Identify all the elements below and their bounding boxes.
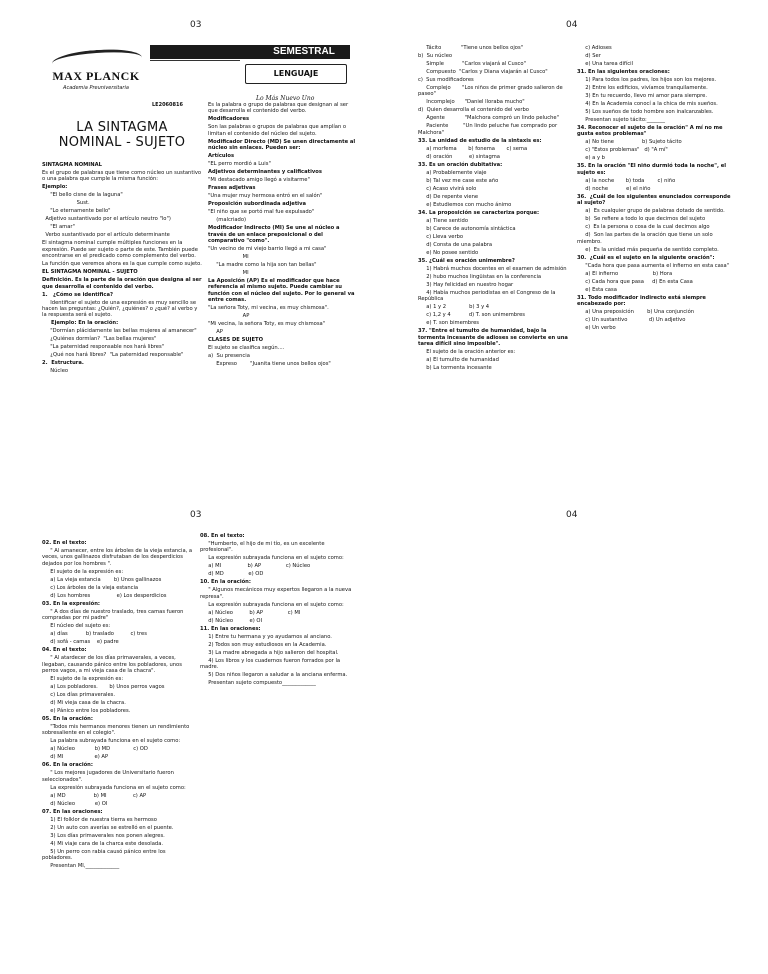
col2-line: Proposición subordinada adjetiva	[208, 201, 306, 208]
col2-line: "La madre como la hija son tan bellas"	[208, 262, 317, 269]
col1-line: "El bello cisne de la laguna"	[42, 192, 123, 199]
col2-line: Expreso "Juanita tiene unos bellos ojos"	[208, 361, 331, 368]
col2-line: "Mi destacado amigo llegó a visitarme"	[208, 177, 310, 184]
col6-line: "Humberto, el hijo de mi tío, es un excelente profesional".	[200, 541, 327, 554]
col6-line: 5) Dos niños llegaron a saludar a la anciana enferma.	[200, 672, 348, 679]
col4-line: 5) Los sueños de todo hombre son inalcanzables.	[577, 109, 714, 115]
col1-line: Núcleo	[42, 368, 69, 375]
col6-line: La expresión subrayada funciona en el sujeto como:	[200, 555, 344, 562]
col6-line: a) MI b) AP c) Núcleo	[200, 563, 311, 570]
column-6	[200, 533, 356, 688]
col5-line: Presentan MI,_____________	[42, 863, 120, 870]
academy-logo	[46, 45, 146, 97]
col4-line: 30. ¿Cuál es el sujeto en la siguiente oración":	[577, 254, 715, 261]
col2-line: Modificador Indirecto (MI) Se une al núcleo a través de un enlace preposicional o del comparativo "como".	[208, 225, 342, 245]
col5-line: 04. En el texto:	[42, 647, 87, 654]
subject-label: LENGUAJE	[245, 64, 347, 84]
col1-line: "La paternidad responsable nos hará libres"	[42, 344, 165, 351]
col5-line: d) MI e) AP	[42, 754, 109, 761]
col3-line: Agente "Malchora compró un lindo peluche"	[418, 115, 559, 122]
col5-line: a) Núcleo b) MD c) OD	[42, 746, 148, 753]
col2-line: "Una mujer muy hermosa entró en el salón"	[208, 193, 323, 200]
col5-line: d) Los hombres e) Los desperdicios	[42, 592, 167, 599]
col5-line: " A dos días de nuestro traslado, tres camas fueron compradas por mi padre"	[42, 608, 186, 622]
col5-line: a) MD b) MI c) AP	[42, 792, 147, 799]
col3-line: b) Carece de autonomía sintáctica	[418, 225, 516, 232]
col1-line: Ejemplo:	[42, 184, 68, 191]
col6-line: 10. En la oración:	[200, 579, 251, 586]
col1-line: Adjetivo sustantivado por el artículo neutro "lo")	[42, 216, 171, 223]
col2-line: Son las palabras o grupos de palabras que amplían o limitan el contenido del núcleo del sujeto.	[208, 124, 348, 137]
col5-line: La palabra subrayada funciona en el sujeto como:	[42, 738, 181, 745]
col2-line: Modificador Directo (MD) Se unen directamente al núcleo sin enlaces. Pueden ser:	[208, 138, 357, 152]
col4-line: d) Ser	[577, 53, 601, 59]
col4-line: 35. En la oración "El niño durmió toda la noche", el sujeto es:	[577, 163, 728, 176]
col1-line: La función que veremos ahora es la que cumple como sujeto.	[42, 261, 202, 268]
col5-line: 1) El folklor de nuestra tierra es hermoso	[42, 816, 157, 823]
col4-line: 36. ¿Cuál de los siguientes enunciados corresponde al sujeto?	[577, 193, 733, 207]
col2-line: AP	[208, 313, 250, 320]
col4-line: 1) Para todos los padres, los hijos son los mejores.	[577, 77, 717, 83]
col5-line: 06. En la oración:	[42, 762, 93, 769]
col3-line: 3) Hay felicidad en nuestro hogar	[418, 281, 514, 288]
col3-line: Paciente "Un lindo peluche fue comprado por Malchora"	[418, 123, 559, 136]
col3-line: a) El tumulto de humanidad	[418, 357, 499, 364]
col6-line: 11. En las oraciones:	[200, 625, 261, 632]
col5-line: El sujeto de la expresión es:	[42, 568, 124, 575]
col5-line: d) Mi vieja casa de la chacra.	[42, 700, 126, 707]
col5-line: c) Los días primaverales.	[42, 692, 116, 699]
col3-line: El sujeto de la oración anterior es:	[418, 349, 516, 356]
col4-line: c) Cada hora que pasa d) En esta Casa	[577, 278, 693, 285]
col6-line: 08. En el texto:	[200, 533, 245, 539]
col1-line: Identificar el sujeto de una expresión es muy sencillo se hacen las preguntas: ¿Quién?, ¿quiénes? o ¿qué? al verbo y la respuesta será el sujeto.	[42, 299, 200, 319]
col2-line: MI	[208, 254, 249, 261]
col1-line: "El amar"	[42, 224, 75, 231]
col6-line: Presentan sujeto compuesto_____________	[200, 680, 316, 687]
col4-line: a) Una preposición b) Una conjunción	[577, 309, 695, 316]
col6-line: 3) La madre abnegada a hijo salieron del hospital.	[200, 649, 339, 656]
col4-line: a) El infierno b) Hora	[577, 270, 673, 277]
column-4	[577, 45, 733, 333]
page-number-bottom-right: 04	[566, 510, 578, 520]
col4-line: c) Es la persona o cosa de la cual decimos algo	[577, 224, 710, 231]
col5-line: a) La vieja estancia b) Unos gallinazos	[42, 576, 162, 583]
col2-line: MI	[208, 270, 249, 277]
col5-line: 3) Los días primaverales nos ponen alegres.	[42, 832, 165, 839]
col2-line: El sujeto se clasifica según....	[208, 345, 285, 352]
col1-line: Verbo sustantivado por el artículo determinante	[42, 232, 170, 239]
col2-line: Artículos	[208, 153, 235, 160]
col4-line: 4) En la Academia conocí a la chica de mis sueños.	[577, 101, 718, 107]
col2-line: "El niño que se portó mal fue expulsado"	[208, 209, 315, 216]
col1-line: SINTAGMA NOMINAL	[42, 162, 102, 168]
col5-line: " Los mejores jugadores de Universitario fueron seleccionados".	[42, 770, 176, 783]
col4-line: 31. En las siguientes oraciones:	[577, 69, 670, 75]
col6-line: d) Núcleo e) OI	[200, 617, 263, 624]
col5-line: a) días b) traslado c) tres	[42, 631, 147, 638]
col3-line: 35. ¿Cuál es oración unimembre?	[418, 257, 515, 264]
col3-line: c) Sus modificadores	[418, 77, 474, 83]
col3-line: 2) hubo muchos lingüistas en la conferencia	[418, 273, 542, 280]
col4-line: e) Una tarea difícil	[577, 61, 634, 67]
col4-line: c) Un sustantivo d) Un adjetivo	[577, 317, 686, 324]
column-2	[208, 102, 356, 369]
col2-line: Modificadores	[208, 116, 250, 123]
col1-line: Es el grupo de palabras que tiene como núcleo un sustantivo o una palabra que cumple la misma función:	[42, 170, 203, 183]
col3-line: d) Consta de una palabra	[418, 241, 493, 248]
col6-line: " Algunos mecánicos muy expertos llegaron a la nueva represa".	[200, 587, 353, 600]
col5-line: 2) Un auto con averías se estrelló en el puente.	[42, 824, 174, 831]
col5-line: e) Pánico entre los pobladores.	[42, 708, 131, 715]
col3-line: e) T. son bimembres	[418, 320, 480, 327]
col3-line: 33. La unidad de estudio de la sintaxis es:	[418, 137, 542, 144]
col6-line: La expresión subrayada funciona en el sujeto como:	[200, 601, 344, 608]
col6-line: 1) Entre tu hermana y yo ayudamos al anciano.	[200, 633, 332, 640]
col4-line: d) noche e) el niño	[577, 185, 651, 192]
col3-line: b) Tal vez me case este año	[418, 177, 499, 184]
col5-line: a) Los pobladores. b) Unos perros vagos	[42, 684, 165, 691]
col6-line: d) MD e) OD	[200, 571, 264, 578]
col5-line: 07. En las oraciones:	[42, 808, 103, 815]
col4-line: e) Un verbo	[577, 325, 616, 332]
col5-line: 03. En la expresión:	[42, 600, 100, 607]
col1-line: ¿Quiénes dormían? "Las bellas mujeres"	[42, 336, 157, 343]
col3-line: d) De repente viene	[418, 193, 479, 200]
col5-line: " Al atardecer de los días primaverales, a veces, llegaban, causando pánico entre los pobladores, unos perros vagos, a mi vieja casa de la chacra".	[42, 655, 184, 675]
col1-line: EL SINTAGMA NOMINAL - SUJETO	[42, 269, 138, 276]
col4-line: c) Adioses	[577, 45, 612, 51]
col4-line: e) a y b	[577, 155, 605, 162]
col2-line: Frases adjetivas	[208, 185, 256, 192]
document-code: LE2060816	[152, 102, 183, 108]
col4-line: a) No tiene b) Sujeto tácito	[577, 139, 682, 146]
col4-line: 34. Reconocer el sujeto de la oración" A mí no me gusta estos problemas"	[577, 125, 725, 138]
col5-line: 05. En la oración:	[42, 716, 93, 723]
col3-line: e) Estudiemos con mucho ánimo	[418, 201, 512, 208]
col3-line: 37. "Entre el tumulto de humanidad, bajo la tormenta incesante de adioses se convierte en una tarea difícil sino imposible".	[418, 328, 570, 348]
col3-line: d) Quien desarrolla el contenido del verbo	[418, 107, 529, 114]
col5-line: El sujeto de la expresión es:	[42, 676, 124, 683]
col3-line: 33. Es un oración dubitativa:	[418, 161, 503, 168]
col4-line: e) Esta casa	[577, 286, 617, 293]
col2-line: CLASES DE SUJETO	[208, 337, 263, 344]
col3-line: 4) Había muchos periodistas en el Congreso de la República	[418, 289, 558, 303]
col1-line: El sintagma nominal cumple múltiples funciones en la expresión. Puede ser sujeto o parte de este. También puede encontrarse en el predicado como complemento del verbo.	[42, 240, 200, 260]
logo-name: MAX PLANCK	[52, 69, 140, 83]
col1-line: "Dormían plácidamente las bellas mujeres al amanecer"	[42, 328, 197, 335]
col2-line: (malcriado)	[208, 217, 247, 224]
motto: Lo Más Nuevo Uno	[256, 95, 315, 102]
col4-line: Presentan sujeto tácito:_______	[577, 117, 665, 123]
col1-line: Ejemplo: En la oración:	[42, 320, 119, 327]
col2-line: Adjetivos determinantes y calificativos	[208, 169, 322, 176]
col1-line: Definición. Es la parte de la oración que designa al ser que desarrolla el contenido del verbo.	[42, 277, 204, 290]
col3-line: Incomplejo "Daniel lloraba mucho"	[418, 99, 525, 106]
header-divider	[150, 60, 240, 61]
col4-line: 3) En tu recuerdo, llevo mi amor para siempre.	[577, 93, 708, 99]
col1-line: 1. ¿Cómo se identifica?	[42, 291, 113, 298]
col1-line: Sust.	[42, 200, 90, 207]
col2-line: "Mi vecina, la señora Toty, es muy chismosa"	[208, 321, 326, 328]
col3-line: c) Acaso vivirá solo	[418, 185, 477, 192]
col2-line: "EL perro mordió a Luis"	[208, 161, 271, 168]
col4-line: c) "Estos problemas" d) "A mí"	[577, 147, 668, 154]
col4-line: b) Se refiere a todo lo que decimos del sujeto	[577, 216, 706, 223]
col2-line: "Un vecino de mi viejo barrio llegó a mi casa"	[208, 246, 327, 253]
column-5	[42, 540, 194, 871]
col3-line: a) 1 y 2 b) 3 y 4	[418, 304, 490, 311]
page-number-top-left: 03	[190, 20, 202, 30]
col2-line: La Aposición (AP) Es el modificador que hace referencia al mismo sujeto. Puede cambiar su función con el núcleo del sujeto. Por lo general va entre comas.	[208, 278, 357, 304]
col3-line: 1) Habrá muchos docentes en el examen de admisión	[418, 265, 567, 272]
col5-line: " Al amanecer, entre los árboles de la vieja estancia, a veces, unos gallinazos disfrutaban de los desperdicios dejados por los hombres ".	[42, 548, 194, 567]
col3-line: b) La tormenta incesante	[418, 365, 492, 372]
col2-line: AP	[208, 329, 223, 336]
col3-line: c) Lleva verbo	[418, 233, 464, 240]
col5-line: "Todos mis hermanos menores tienen un rendimiento sobresaliente en el colegio".	[42, 724, 191, 737]
col3-line: Compuesto "Carlos y Diana viajarán al Cusco"	[418, 69, 548, 75]
col3-line: a) Probablemente viaje	[418, 169, 487, 176]
semestral-label: SEMESTRAL	[273, 46, 335, 57]
col3-line: a) morfema b) fonema c) sema	[418, 145, 528, 152]
col3-line: d) oración e) sintagma	[418, 153, 500, 160]
col5-line: 5) Un perro con rabia causó pánico entre los pobladores.	[42, 848, 168, 862]
column-1	[42, 162, 202, 376]
col6-line: a) Núcleo b) AP c) MI	[200, 609, 301, 616]
col2-line: Es la palabra o grupo de palabras que designan al ser que desarrolla el contenido del verbo.	[208, 102, 350, 115]
col4-line: d) Son las partes de la oración que tiene un solo miembro.	[577, 232, 715, 245]
col3-line: e) No posee sentido	[418, 249, 479, 256]
col5-line: d) sofá - camas e) padre	[42, 639, 119, 646]
col3-line: b) Su núcleo	[418, 53, 453, 59]
col4-line: e) Es la unidad más pequeña de sentido completo.	[577, 246, 719, 253]
col3-line: a) Tiene sentido	[418, 217, 468, 224]
col6-line: 2) Todos son muy estudiosos en la Academia.	[200, 641, 327, 648]
col4-line: a) la noche b) toda c) niño	[577, 177, 676, 184]
col3-line: Simple "Carlos viajará al Cusco"	[418, 61, 526, 67]
col5-line: 4) Mi viaje cara de la charca este desolada.	[42, 840, 164, 847]
col5-line: La expresión subrayada funciona en el sujeto como:	[42, 784, 186, 791]
col4-line: 31. Todo modificador indirecto está siempre encabezado por:	[577, 294, 708, 308]
logo-subtitle: Academia Preuniversitaria	[63, 85, 129, 91]
col5-line: c) Los árboles de la vieja estancia	[42, 584, 139, 591]
col3-line: Tácito "Tiene unos bellos ojos"	[418, 45, 524, 51]
col3-line: Complejo "Los niños de primer grado salieron de paseo"	[418, 85, 565, 98]
col1-line: "Lo eternamente bello"	[42, 208, 111, 215]
col2-line: a) Su presencia	[208, 353, 250, 360]
col6-line: 4) Los libros y los cuadernos fueron forrados por la madre.	[200, 657, 342, 671]
page-title: LA SINTAGMA NOMINAL - SUJETO	[58, 120, 186, 150]
col5-line: El núcleo del sujeto es:	[42, 623, 111, 630]
col2-line: "La señora Toty, mi vecina, es muy chismosa".	[208, 305, 329, 312]
col4-line: "Cada hora que pasa aumenta el infierno en esta casa"	[577, 262, 730, 269]
col3-line: c) 1,2 y 4 d) T. son unimembres	[418, 312, 525, 319]
col3-line: 34. La proposición se caracteriza porque:	[418, 209, 540, 216]
col1-line: ¿Qué nos hará libres? "La paternidad responsable"	[42, 352, 184, 359]
column-3	[418, 45, 568, 373]
page-number-bottom-left: 03	[190, 510, 202, 520]
page-number-top-right: 04	[566, 20, 578, 30]
col4-line: a) Es cualquier grupo de palabras dotado de sentido.	[577, 208, 725, 215]
col4-line: 2) Entre los edificios, vivíamos tranquilamente.	[577, 85, 708, 91]
col1-line: 2. Estructura.	[42, 360, 84, 367]
col5-line: d) Núcleo e) OI	[42, 800, 108, 807]
col5-line: 02. En el texto:	[42, 540, 87, 546]
